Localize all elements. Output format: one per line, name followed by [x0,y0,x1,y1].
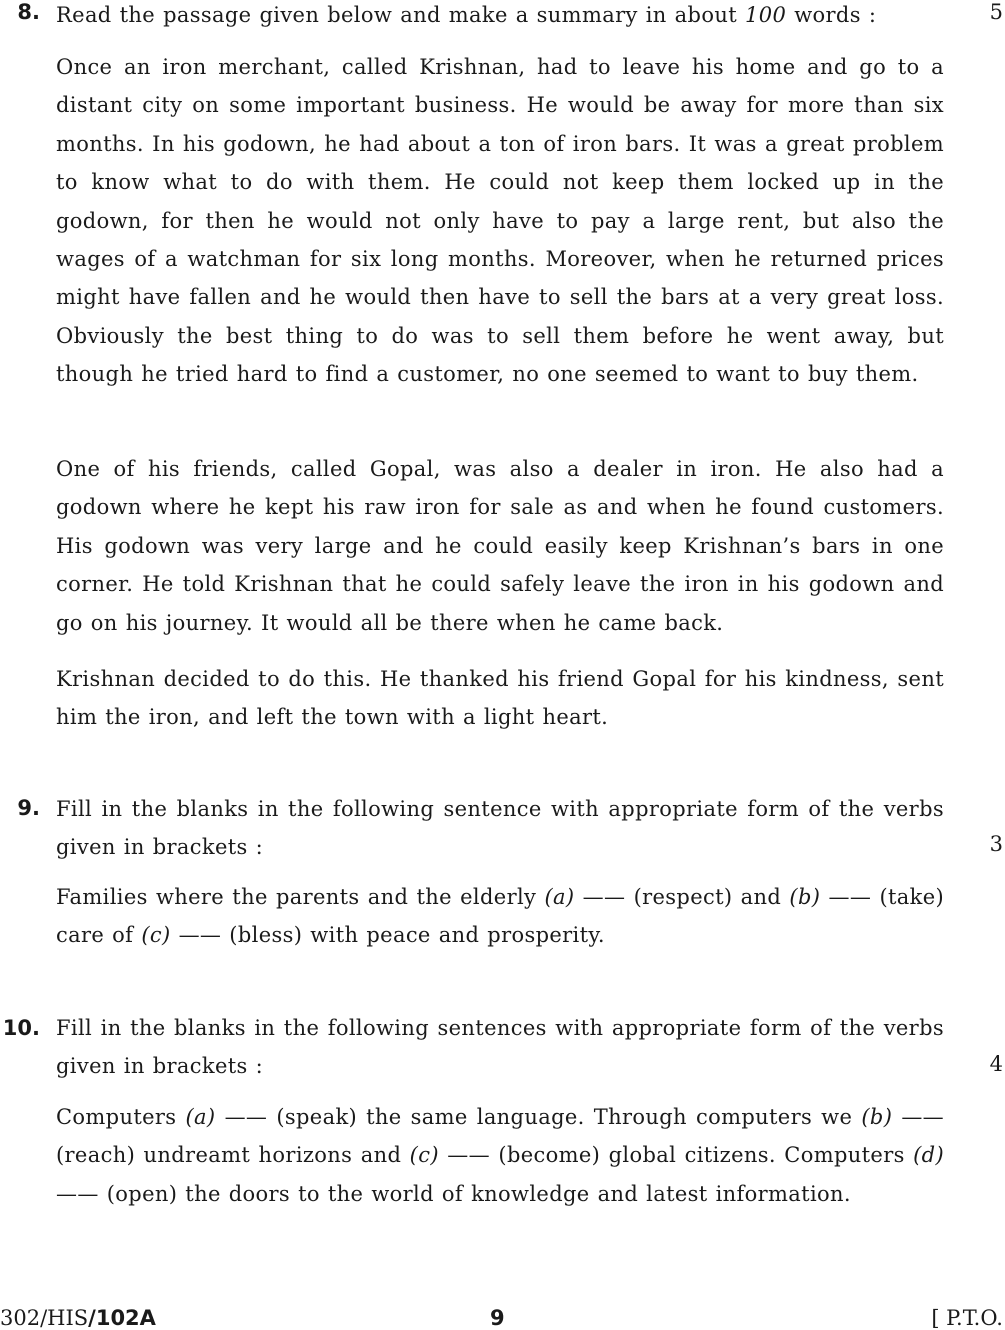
paragraph-text: One of his friends, called Gopal, was also a dealer in iron. He also had a godown where he kept his raw iron for sale as and when he found customers. His godown was very large and he could easily keep Krishnan’s bars in one corner. He told Krishnan that he could safely leave the iron in his godown and go on his journey. It would all be there when he came back. [56,457,944,635]
question-number: 8. [17,0,40,24]
blank: —— [178,923,222,948]
blank: —— [828,885,872,909]
prompt-text: Read the passage given below and make a summary in about [56,3,737,27]
blank: —— [447,1143,490,1168]
question-prompt [56,0,944,34]
exercise-text [56,878,944,955]
word-count: 100 [745,3,787,27]
paper-code-prefix: 302/HIS [0,1306,89,1330]
question-marks: 4 [989,1052,1003,1076]
passage-paragraph-3 [56,660,944,737]
blank-label-c: (c) [409,1143,439,1168]
blank-label-a: (a) [544,885,575,909]
blank-label-a: (a) [185,1105,216,1129]
blank-label-d: (d) [913,1143,945,1168]
passage-paragraph-2 [56,450,944,642]
paper-code-suffix: /102A [88,1306,156,1330]
question-number: 9. [17,796,40,820]
blank: —— [582,885,626,909]
blank: —— [901,1105,945,1129]
question-marks: 3 [989,832,1003,856]
prompt-text-end: words : [794,3,877,27]
paragraph-text: Krishnan decided to do this. He thanked his friend Gopal for his kindness, sent him the iron, and left the town with a light heart. [56,667,944,730]
exercise-sentence: Computers (a) —— (speak) the same language. Through computers we (b) —— (reach) undreamt horizons and (c) —— (become) global citizens. Computers (d) —— (open) the doors to the world of knowledge and latest information. [56,1105,945,1206]
question-marks: 5 [989,0,1003,24]
question-prompt: Fill in the blanks in the following sentences with appropriate form of the verbs given in brackets : [56,1016,944,1079]
blank-label-b: (b) [861,1105,893,1129]
paragraph-text: Once an iron merchant, called Krishnan, had to leave his home and go to a distant city on some important business. He would be away for more than six months. In his godown, he had about a ton of iron bars. It was a great problem to know what to do with them. He could not keep them locked up in the godown, for then he would not only have to pay a large rent, but also the wages of a watchman for six long months. Moreover, when he returned prices might have fallen and he would then have to sell the bars at a very great loss. Obviously the best thing to do was to sell them before he went away, but though he tried hard to find a customer, no one seemed to want to buy them. [56,55,944,387]
blank-label-c: (c) [141,923,171,948]
blank: —— [56,1181,99,1206]
pto-label: [ P.T.O. [931,1306,1003,1330]
paper-code [0,1306,156,1330]
passage-paragraph-1 [56,48,944,394]
blank-label-b: (b) [789,885,821,909]
page-number: 9 [490,1306,505,1330]
question-number: 10. [2,1016,40,1040]
exercise-sentence: Families where the parents and the elderly (a) —— (respect) and (b) —— (take) care of (c) —— (bless) with peace and prosperity. [56,885,945,948]
exercise-text [56,1098,944,1213]
question-prompt: Fill in the blanks in the following sentence with appropriate form of the verbs given in brackets : [56,797,944,860]
blank: —— [224,1105,268,1129]
